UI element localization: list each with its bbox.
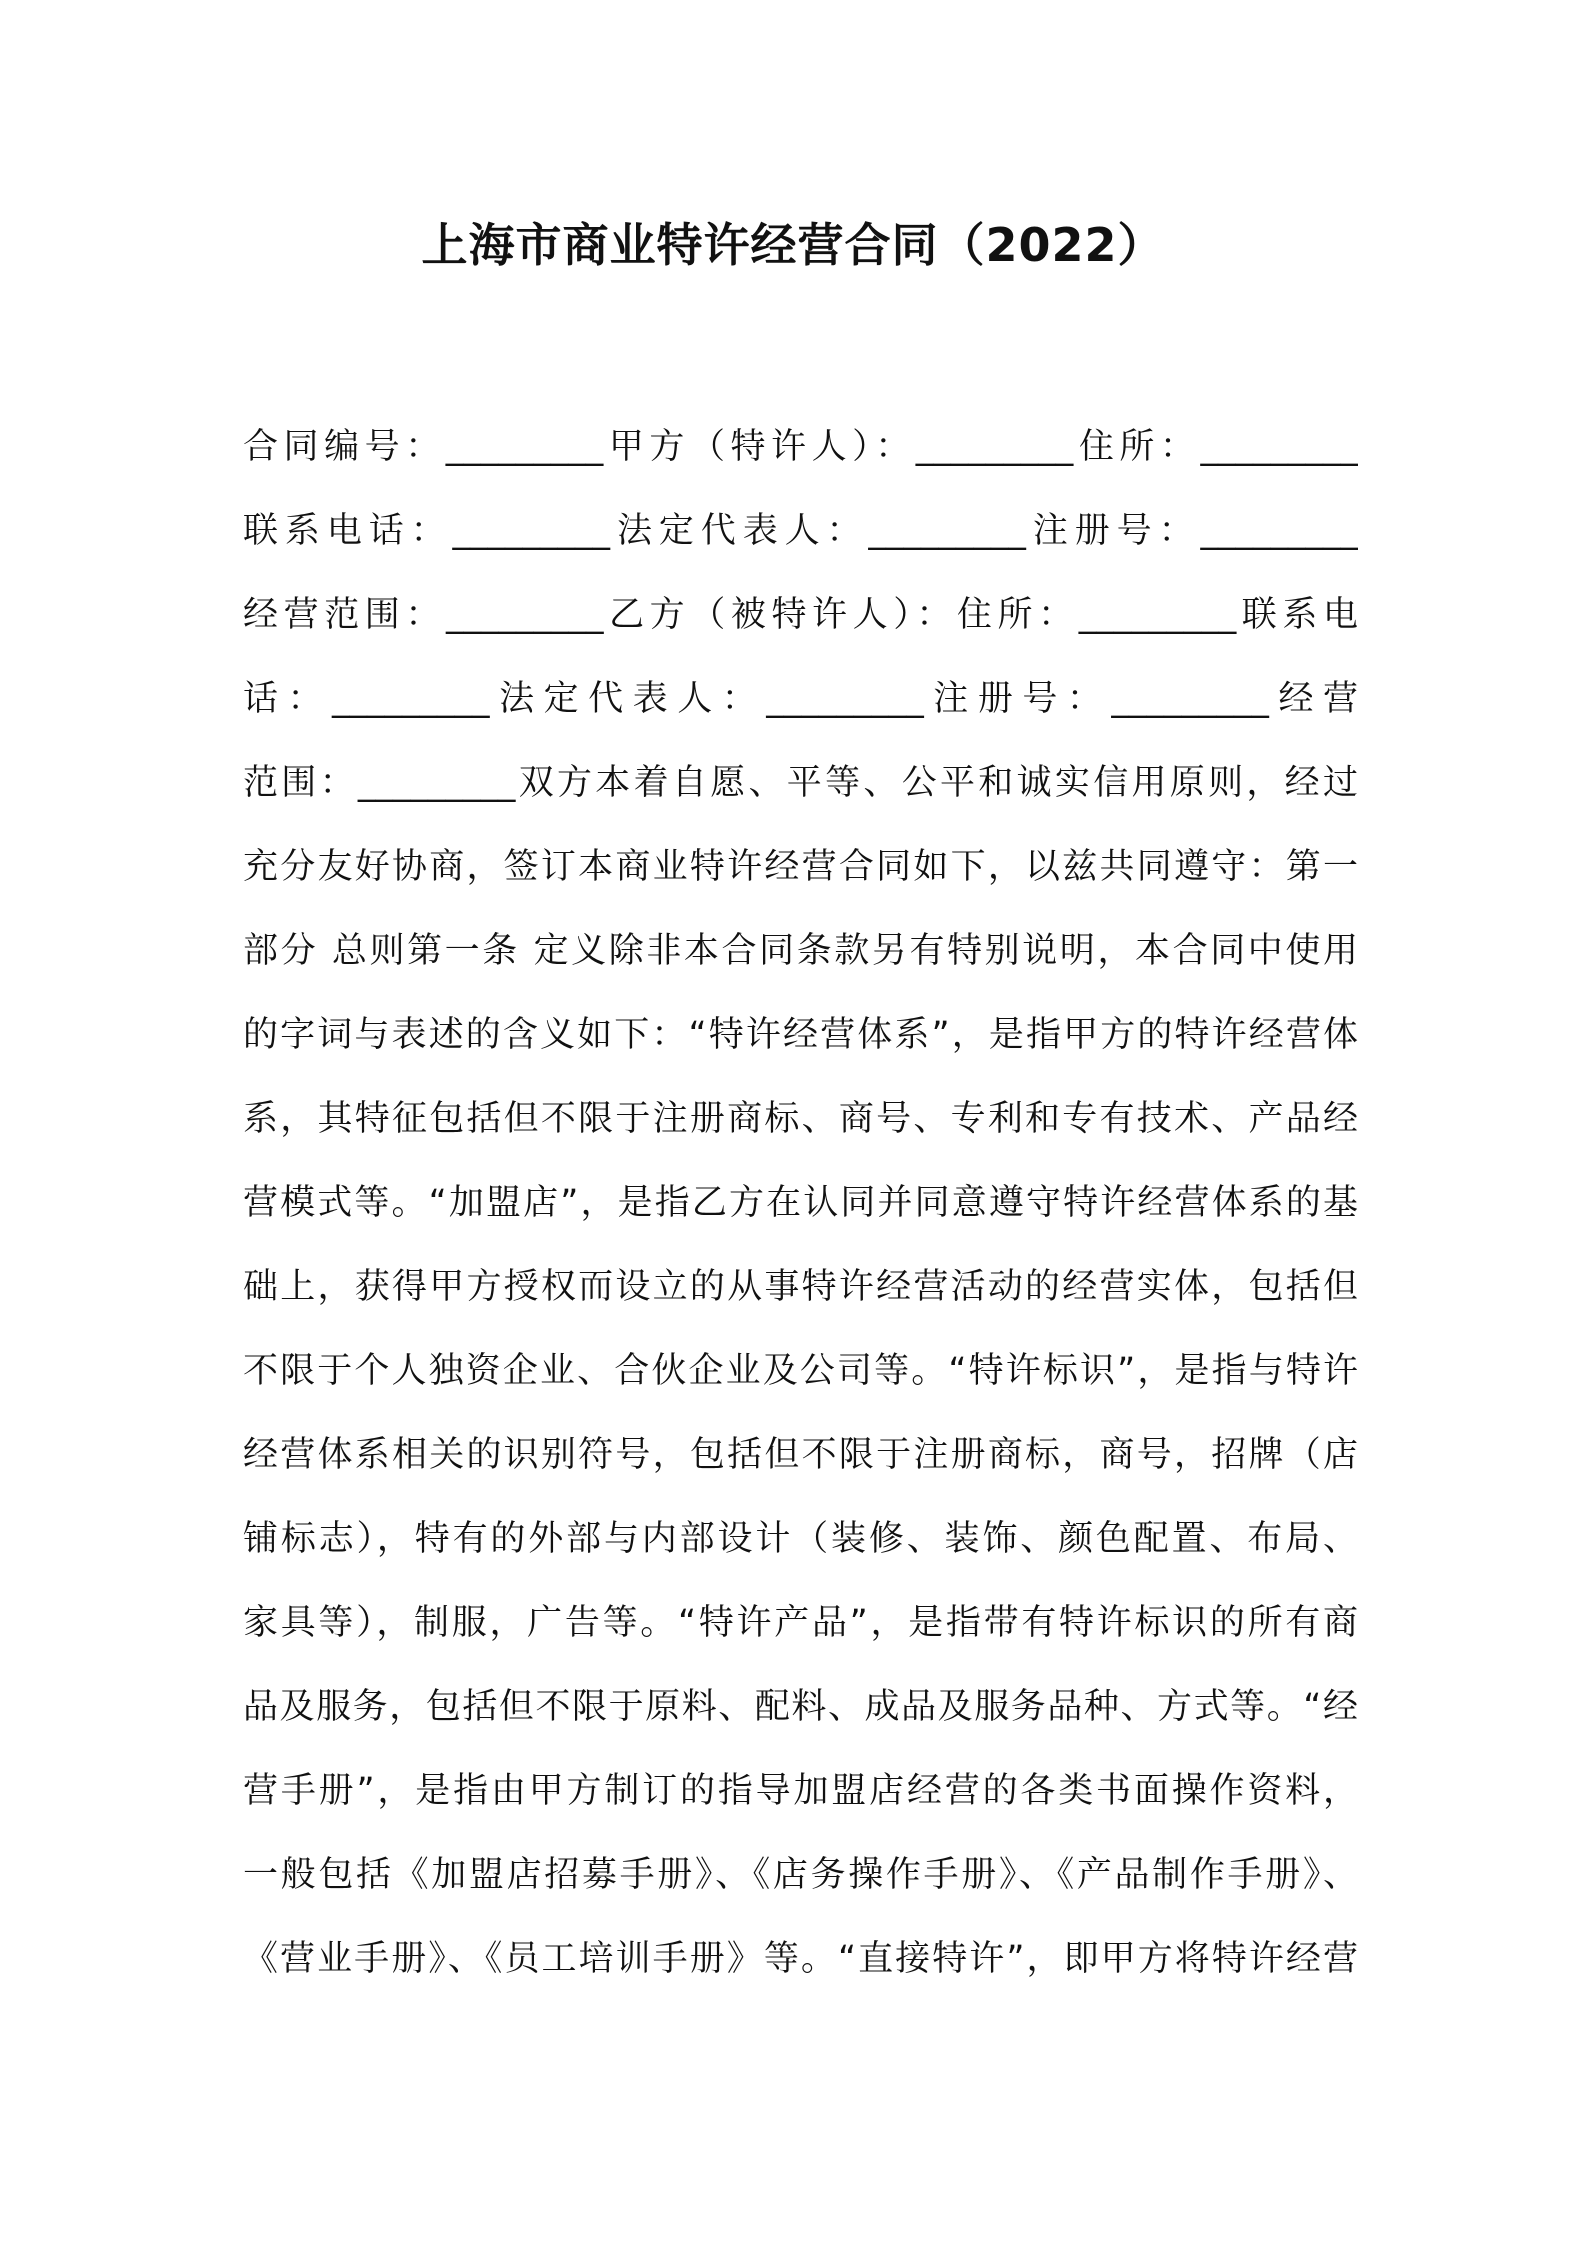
contract-body: [243, 405, 1358, 2001]
body-line: 经营体系相关的识别符号，包括但不限于注册商标，商号，招牌（店: [243, 1435, 1358, 1475]
body-line: 一般包括《加盟店招募手册》、《店务操作手册》、《产品制作手册》、: [243, 1855, 1358, 1895]
body-line: 话：_________法定代表人：_________注册号：_________经营: [243, 679, 1358, 719]
body-line: 部分 总则第一条 定义除非本合同条款另有特别说明，本合同中使用: [243, 931, 1358, 971]
document-title: 上海市商业特许经营合同（2022）: [421, 218, 1165, 272]
body-line: 范围：_________双方本着自愿、平等、公平和诚实信用原则，经过: [243, 763, 1358, 803]
body-line: 充分友好协商，签订本商业特许经营合同如下，以兹共同遵守：第一: [243, 847, 1358, 887]
body-line: 联系电话：_________法定代表人：_________注册号：_________: [243, 511, 1358, 551]
body-line: 营模式等。“加盟店”，是指乙方在认同并同意遵守特许经营体系的基: [243, 1183, 1358, 1223]
body-line: 系，其特征包括但不限于注册商标、商号、专利和专有技术、产品经: [243, 1099, 1358, 1139]
body-line: 合同编号：_________甲方（特许人）：_________住所：_________: [243, 427, 1358, 467]
body-line: 础上，获得甲方授权而设立的从事特许经营活动的经营实体，包括但: [243, 1267, 1358, 1307]
body-line: 《营业手册》、《员工培训手册》等。“直接特许”，即甲方将特许经营: [243, 1939, 1358, 1979]
body-line: 营手册”，是指由甲方制订的指导加盟店经营的各类书面操作资料，: [243, 1771, 1358, 1811]
body-line: 经营范围：_________乙方（被特许人）：住所：_________联系电: [243, 595, 1358, 635]
body-line: 品及服务，包括但不限于原料、配料、成品及服务品种、方式等。“经: [243, 1687, 1358, 1727]
body-line: 家具等），制服，广告等。“特许产品”，是指带有特许标识的所有商: [243, 1603, 1358, 1643]
body-line: 铺标志），特有的外部与内部设计（装修、装饰、颜色配置、布局、: [243, 1519, 1358, 1559]
body-line: 的字词与表述的含义如下：“特许经营体系”，是指甲方的特许经营体: [243, 1015, 1358, 1055]
body-line: 不限于个人独资企业、合伙企业及公司等。“特许标识”，是指与特许: [243, 1351, 1358, 1391]
